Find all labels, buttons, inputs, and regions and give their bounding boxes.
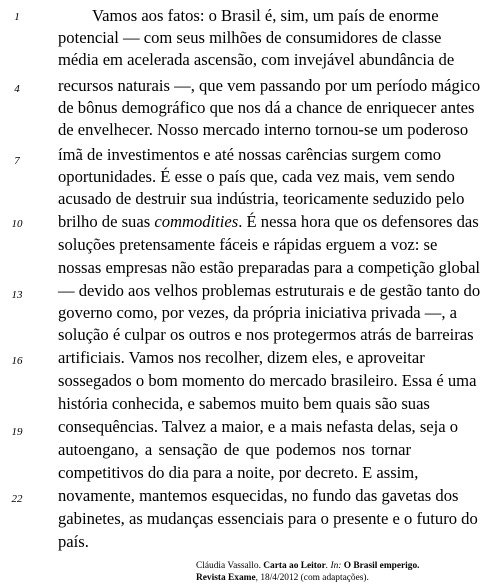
text-line: solução é culpar os outros e nos protegermos atrás de barreiras <box>58 325 474 344</box>
text-line: de bônus demográfico que nos dá a chance de enriquecer antes <box>58 98 475 117</box>
emphasized-word: commodities <box>154 212 239 231</box>
text-line: acusado de destruir sua indústria, teoricamente seduzido pelo <box>58 189 465 208</box>
line-number: 4 <box>14 83 20 95</box>
citation-date: , 18/4/2012 (com adaptações). <box>255 573 369 583</box>
line-number: 7 <box>14 155 20 167</box>
line-number: 19 <box>11 426 23 438</box>
text-line: média em acelerada ascensão, com invejável abundância de <box>58 50 455 69</box>
line-number: 1 <box>14 11 20 23</box>
line-number: 16 <box>11 355 23 367</box>
text-line: consequências. Talvez a maior, e a mais nefasta delas, seja o <box>58 417 459 436</box>
text-line: — devido aos velhos problemas estruturais e de gestão tanto do <box>58 281 480 300</box>
text-line: nossas empresas não estão preparadas para a competição global <box>58 258 480 277</box>
text-line: competitivos do dia para a noite, por decreto. E assim, <box>58 463 419 482</box>
text-line: potencial — com seus milhões de consumidores de classe <box>58 28 442 47</box>
text-line: gabinetes, as mudanças essenciais para o presente e o futuro do <box>58 509 478 528</box>
text-line: sossegados o bom momento do mercado brasileiro. Essa é uma <box>58 371 477 390</box>
citation-author: Cláudia Vassallo. <box>196 561 264 571</box>
line-number: 13 <box>11 289 23 301</box>
text-line: novamente, mantemos esquecidas, no fundo das gavetas dos <box>58 486 459 505</box>
text-fragment: brilho de suas <box>58 212 155 231</box>
text-line: recursos naturais —, que vem passando por um período mágico <box>58 76 480 95</box>
text-line: oportunidades. É esse o país que, cada vez mais, vem sendo <box>58 167 455 186</box>
citation-work: O Brasil emperigo. <box>343 561 420 571</box>
text-line: ímã de investimentos e até nossas carências surgem como <box>58 145 442 164</box>
text-line: país. <box>58 532 89 551</box>
source-citation-line-2 <box>196 572 410 584</box>
text-line: história conhecida, e sabemos muito bem quais são suas <box>58 394 430 413</box>
line-number: 22 <box>11 493 23 505</box>
line-number: 10 <box>11 218 23 230</box>
text-line: governo como, por vezes, da própria iniciativa privada —, a <box>58 303 458 322</box>
text-line: Vamos aos fatos: o Brasil é, sim, um país de enorme <box>92 6 439 25</box>
text-line <box>58 212 479 232</box>
text-line: autoengano, a sensação de que podemos nos tornar <box>58 440 411 459</box>
text-line: artificiais. Vamos nos recolher, dizem eles, e aproveitar <box>58 348 425 367</box>
text-line: soluções pretensamente fáceis e rápidas erguem a voz: se <box>58 235 438 254</box>
source-citation <box>196 560 420 572</box>
citation-title: Carta ao Leitor <box>263 561 326 571</box>
citation-in: . In: <box>325 561 344 571</box>
citation-magazine: Revista Exame <box>196 573 256 583</box>
text-fragment: . É nessa hora que os defensores das <box>238 212 479 231</box>
text-line: de envelhecer. Nosso mercado interno tornou-se um poderoso <box>58 120 469 139</box>
